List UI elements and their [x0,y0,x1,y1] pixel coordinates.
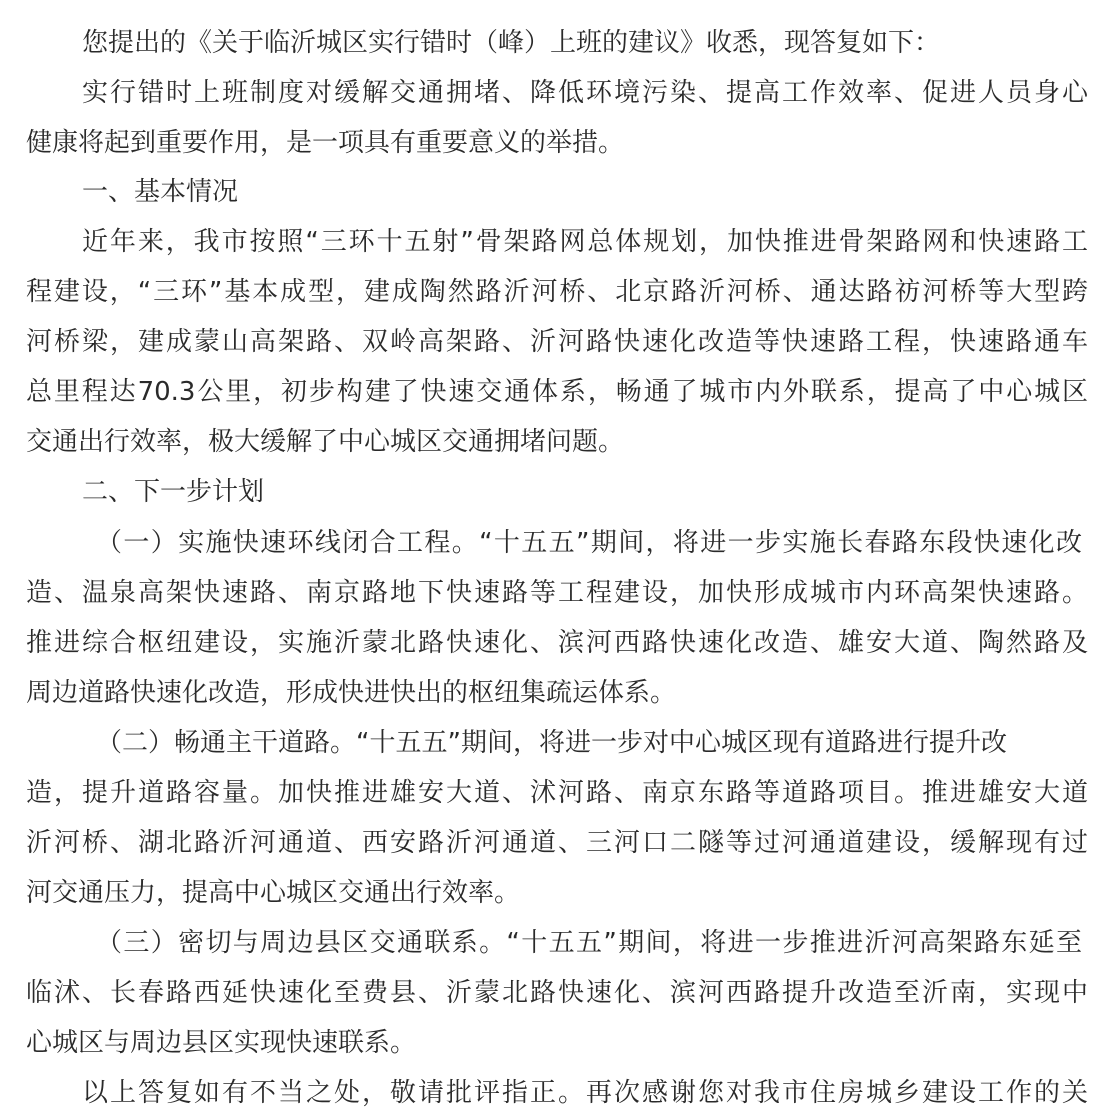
paragraph-line: （二）畅通主干道路。“十五五”期间，将进一步对中心城区现有道路进行提升改 [96,728,1007,758]
paragraph-line: （一）实施快速环线闭合工程。“十五五”期间，将进一步实施长春路东段快速化改 [96,528,1082,558]
paragraph-line: 您提出的《关于临沂城区实行错时（峰）上班的建议》收悉，现答复如下： [82,28,941,58]
paragraph-line: 健康将起到重要作用，是一项具有重要意义的举措。 [26,128,625,158]
paragraph-line: 河交通压力，提高中心城区交通出行效率。 [26,878,521,908]
paragraph-line: 造，提升道路容量。加快推进雄安大道、沭河路、南京东路等道路项目。推进雄安大道 [26,778,1088,808]
paragraph-line: 心城区与周边县区实现快速联系。 [26,1028,417,1058]
paragraph-line: 周边道路快速化改造，形成快进快出的枢纽集疏运体系。 [26,678,677,708]
paragraph-line: 以上答复如有不当之处，敬请批评指正。再次感谢您对我市住房城乡建设工作的关 [82,1078,1088,1108]
paragraph-line: 近年来，我市按照“三环十五射”骨架路网总体规划，加快推进骨架路网和快速路工 [82,227,1088,257]
paragraph-line: 临沭、长春路西延快速化至费县、沂蒙北路快速化、滨河西路提升改造至沂南，实现中 [26,978,1088,1008]
section-heading: 二、下一步计划 [82,477,265,507]
paragraph-line: 河桥梁，建成蒙山高架路、双岭高架路、沂河路快速化改造等快速路工程，快速路通车 [26,327,1088,357]
paragraph-line: 实行错时上班制度对缓解交通拥堵、降低环境污染、提高工作效率、促进人员身心 [82,78,1088,108]
paragraph-line: 推进综合枢纽建设，实施沂蒙北路快速化、滨河西路快速化改造、雄安大道、陶然路及 [26,628,1088,658]
paragraph-line: 总里程达70.3公里，初步构建了快速交通体系，畅通了城市内外联系，提高了中心城区 [26,377,1088,407]
paragraph-line: 沂河桥、湖北路沂河通道、西安路沂河通道、三河口二隧等过河通道建设，缓解现有过 [26,828,1088,858]
section-heading: 一、基本情况 [82,177,239,207]
salutation [82,0,1088,3]
paragraph-line: （三）密切与周边县区交通联系。“十五五”期间，将进一步推进沂河高架路东延至 [96,928,1082,958]
paragraph-line: 程建设，“三环”基本成型，建成陶然路沂河桥、北京路沂河桥、通达路祊河桥等大型跨 [26,277,1088,307]
paragraph-line: 造、温泉高架快速路、南京路地下快速路等工程建设，加快形成城市内环高架快速路。 [26,578,1088,608]
paragraph-line: 交通出行效率，极大缓解了中心城区交通拥堵问题。 [26,427,625,457]
